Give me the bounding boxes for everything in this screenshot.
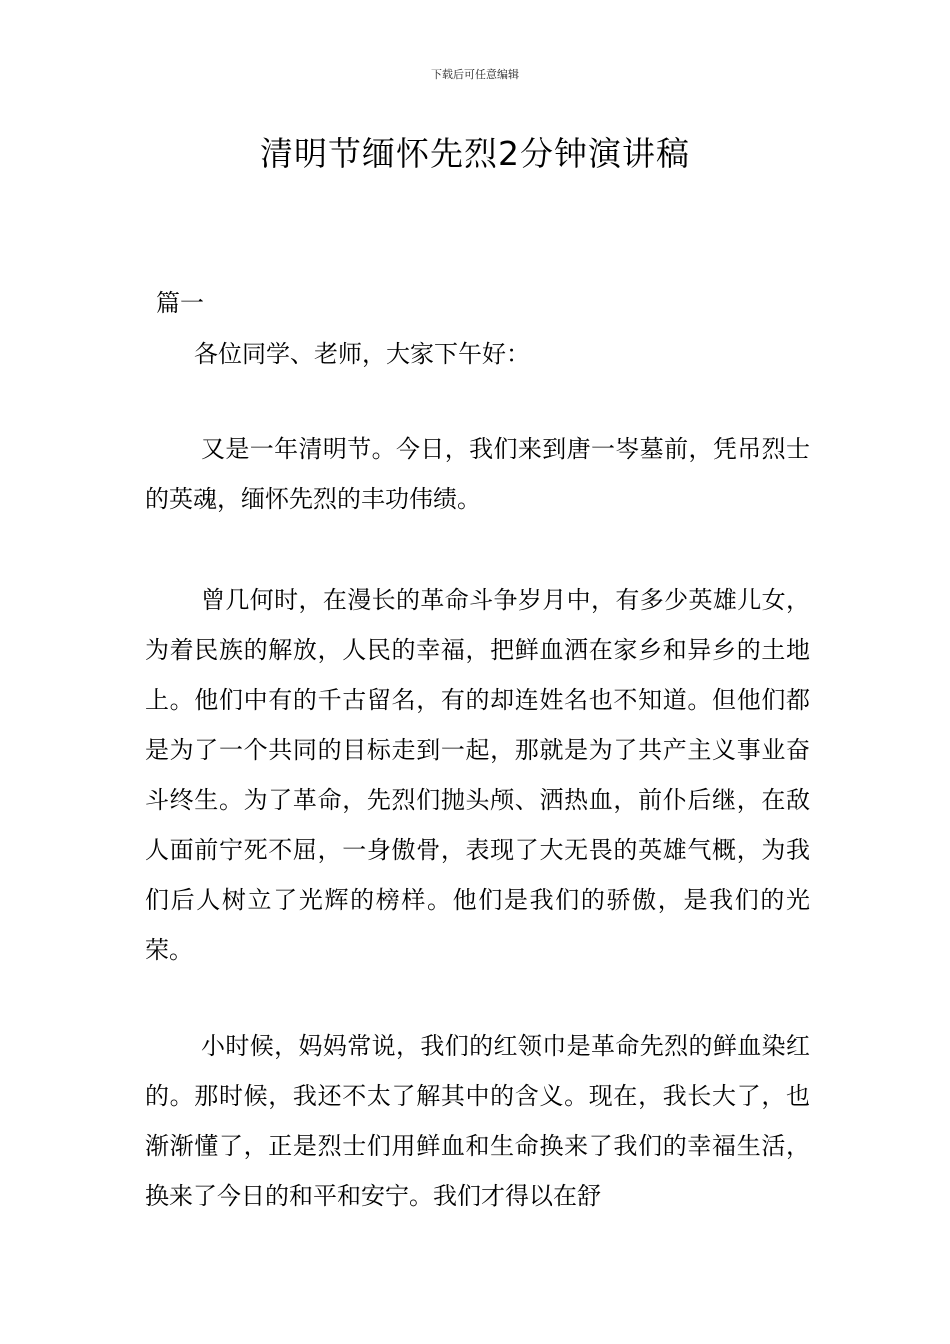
paragraph-2: 曾几何时，在漫长的革命斗争岁月中，有多少英雄儿女，为着民族的解放，人民的幸福，把鲜血洒在家乡和异乡的土地上。他们中有的千古留名，有的却连姓名也不知道。但他们都是为了一个共同的目标走到一起，那就是为了共产主义事业奋斗终生。为了革命，先烈们抛头颅、洒热血，前仆后继，在敌人面前宁死不屈，一身傲骨，表现了大无畏的英雄气概，为我们后人树立了光辉的榜样。他们是我们的骄傲，是我们的光荣。 bbox=[145, 586, 810, 964]
section-label: 篇一 bbox=[156, 289, 204, 317]
paragraph-3: 小时候，妈妈常说，我们的红领巾是革命先烈的鲜血染红的。那时候，我还不太了解其中的含义。现在，我长大了，也渐渐懂了，正是烈士们用鲜血和生命换来了我们的幸福生活，换来了今日的和平和安宁。我们才得以在舒 bbox=[145, 1032, 810, 1210]
document-title: 清明节缅怀先烈2分钟演讲稿 bbox=[260, 134, 690, 173]
greeting-line: 各位同学、老师，大家下午好： bbox=[194, 340, 530, 368]
header-note: 下载后可任意编辑 bbox=[431, 68, 519, 81]
paragraph-1: 又是一年清明节。今日，我们来到唐一岑墓前，凭吊烈士的英魂，缅怀先烈的丰功伟绩。 bbox=[145, 435, 810, 513]
